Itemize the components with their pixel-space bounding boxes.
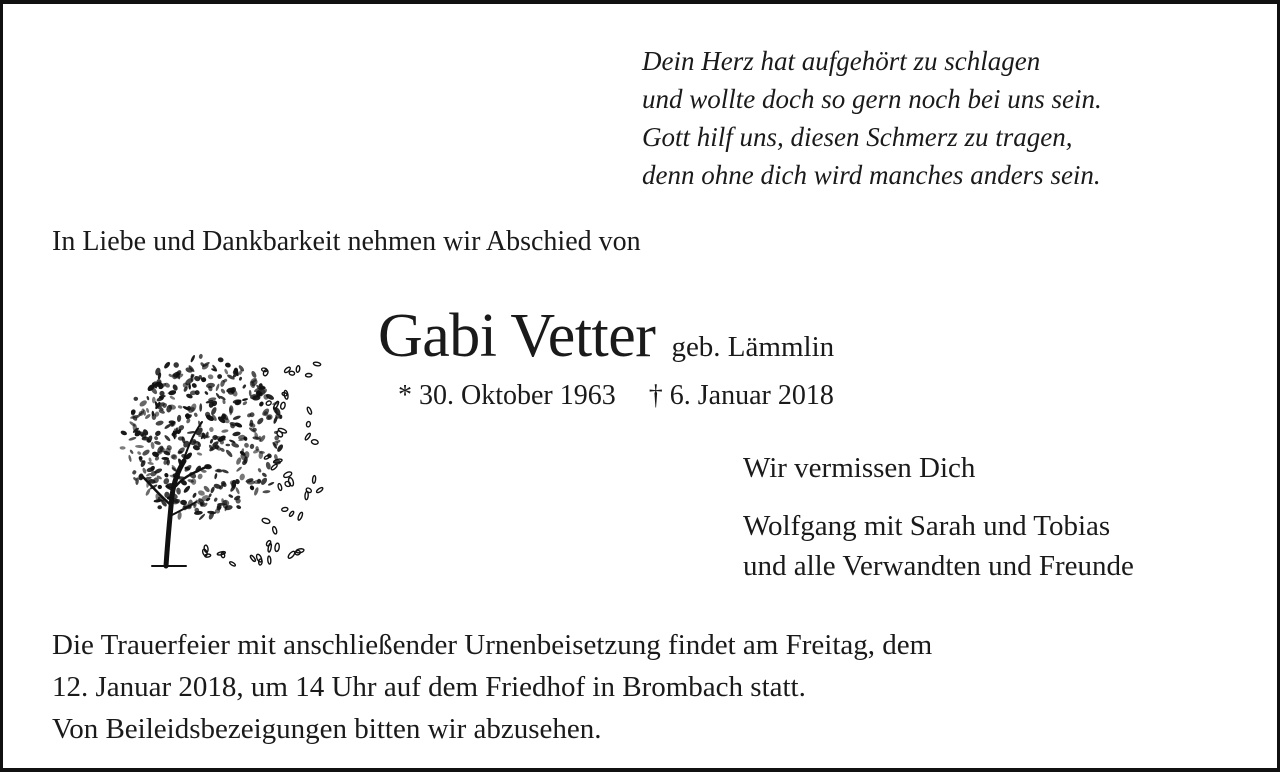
service-line: 12. Januar 2018, um 14 Uhr auf dem Friedhof in Brombach statt. (52, 671, 806, 703)
poem-line: Dein Herz hat aufgehört zu schlagen (642, 46, 1041, 76)
service-line: Von Beileidsbezeigungen bitten wir abzusehen. (52, 713, 602, 745)
poem-line: Gott hilf uns, diesen Schmerz zu tragen, (642, 122, 1073, 152)
windblown-tree-icon (112, 326, 332, 576)
family-signatures (743, 506, 1134, 586)
family-line: und alle Verwandten und Freunde (743, 550, 1134, 582)
birth-date: * 30. Oktober 1963 (398, 380, 616, 411)
service-line: Die Trauerfeier mit anschließender Urnenbeisetzung findet am Freitag, dem (52, 629, 933, 661)
poem-line: und wollte doch so gern noch bei uns sein. (642, 84, 1102, 114)
service-info (52, 624, 932, 750)
miss-you-text: Wir vermissen Dich (743, 452, 976, 484)
poem-line: denn ohne dich wird manches anders sein. (642, 160, 1101, 190)
family-line: Wolfgang mit Sarah und Tobias (743, 510, 1111, 542)
intro-text: In Liebe und Dankbarkeit nehmen wir Abschied von (52, 226, 641, 257)
death-date: † 6. Januar 2018 (648, 380, 834, 411)
deceased-name-line (378, 298, 834, 374)
life-dates (398, 380, 834, 412)
birth-name: geb. Lämmlin (671, 331, 835, 363)
poem (642, 42, 1102, 194)
deceased-name: Gabi Vetter (378, 302, 656, 370)
